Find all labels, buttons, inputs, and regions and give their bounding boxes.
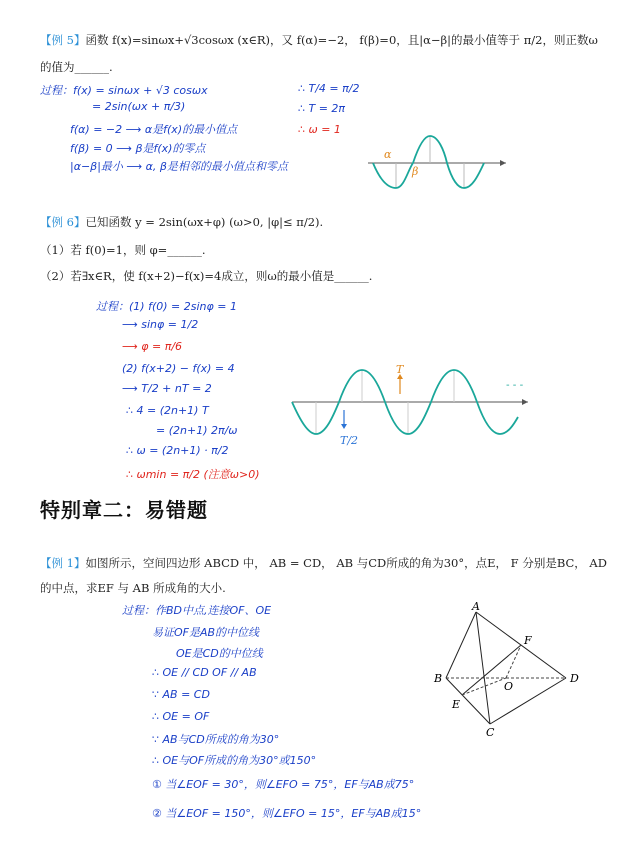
ex6-note-2: ⟶ sinφ = 1/2 — [122, 318, 199, 331]
ex5-alpha-label: α — [384, 148, 392, 161]
ex6-note-5: ⟶ T/2 + nT = 2 — [122, 382, 212, 395]
ex6-tag: 【例 6】 — [40, 215, 86, 229]
ex6-note-8: ∴ ω = (2n+1) · π/2 — [126, 444, 229, 457]
ex5-line2: 的值为______. — [40, 60, 113, 74]
ex6-note-9: ∴ ωmin = π/2 (注意ω>0) — [126, 468, 260, 481]
ex5-tag: 【例 5】 — [40, 33, 86, 47]
ex5-line1: 函数 f(x)=sinωx+√3cosωx (x∈R)，又 f(α)=−2， f(β)=0，且|α−β|的最小值等于 π/2，则正数ω — [85, 33, 598, 47]
ex1-note-5: ∵ AB = CD — [152, 688, 210, 701]
ex6-note-4: (2) f(x+2) − f(x) = 4 — [122, 362, 235, 375]
ex5-note-2: = 2sin(ωx + π/3) — [92, 100, 186, 113]
ex6-line3: （2）若∃x∈R，使 f(x+2)−f(x)=4成立，则ω的最小值是______. — [40, 269, 373, 283]
ex5-note-r2: ∴ T = 2π — [298, 102, 346, 115]
ex6-note-6: ∴ 4 = (2n+1) T — [126, 404, 209, 417]
chapter-title: 特别章二：易错题 — [40, 498, 208, 522]
fig-label-F: F — [524, 634, 532, 647]
ex1-note-10: ② 当∠EOF = 150°，则∠EFO = 15°，EF与AB成15° — [152, 807, 422, 820]
ex6-note-1: 过程：(1) f(0) = 2sinφ = 1 — [96, 300, 237, 313]
ex1-question — [40, 555, 607, 571]
ex6-Thalf-label: T/2 — [340, 434, 359, 447]
ex6-line1: 已知函数 y = 2sin(ωx+φ) (ω>0, |φ|≤ π/2). — [85, 215, 324, 229]
ex1-line1: 如图所示，空间四边形 ABCD 中， AB = CD， AB 与CD所成的角为30°，点E， F 分别是BC， AD — [85, 556, 607, 570]
ex5-note-3: f(α) = −2 ⟶ α是f(x)的最小值点 — [70, 123, 238, 136]
ex1-note-9: ① 当∠EOF = 30°，则∠EFO = 75°，EF与AB成75° — [152, 778, 415, 791]
ex5-note-4: f(β) = 0 ⟶ β是f(x)的零点 — [70, 142, 206, 155]
ex1-line2: 的中点，求EF 与 AB 所成角的大小. — [40, 581, 226, 595]
ex1-note-6: ∴ OE = OF — [152, 710, 210, 723]
ex5-note-r3: ∴ ω = 1 — [298, 123, 341, 136]
ex5-beta-label: β — [412, 165, 419, 178]
ex5-note-r1: ∴ T/4 = π/2 — [298, 82, 360, 95]
ex6-note-3: ⟶ φ = π/6 — [122, 340, 183, 353]
ex5-sine-graph — [368, 130, 508, 196]
ex6-sine-graph — [292, 362, 542, 452]
ex1-tetrahedron-figure — [432, 600, 592, 740]
fig-label-O: O — [504, 680, 514, 693]
fig-label-D: D — [570, 672, 579, 685]
ex6-dots: - - - — [506, 380, 524, 391]
ex1-note-7: ∵ AB与CD所成的角为30° — [152, 733, 280, 746]
ex6-note-7: = (2n+1) 2π/ω — [156, 424, 238, 437]
ex1-note-4: ∴ OE // CD OF // AB — [152, 666, 257, 679]
fig-label-A: A — [472, 600, 480, 613]
ex5-note-1: 过程：f(x) = sinωx + √3 cosωx — [40, 84, 208, 97]
ex5-note-5: |α−β|最小 ⟶ α, β是相邻的最小值点和零点 — [70, 160, 288, 173]
ex6-line2: （1）若 f(0)=1，则 φ=______. — [40, 243, 206, 257]
ex6-T-label: T — [396, 363, 404, 376]
fig-label-C: C — [486, 726, 495, 739]
ex1-note-2: 易证OF是AB的中位线 — [152, 626, 260, 639]
fig-label-E: E — [452, 698, 461, 711]
ex6-question — [40, 214, 323, 230]
ex1-note-3: OE是CD的中位线 — [176, 647, 263, 660]
ex1-tag: 【例 1】 — [40, 556, 86, 570]
ex1-note-1: 过程：作BD中点,连接OF、OE — [122, 604, 272, 617]
ex5-question — [40, 32, 598, 48]
ex1-note-8: ∴ OE与OF所成的角为30°或150° — [152, 754, 317, 767]
fig-label-B: B — [434, 672, 443, 685]
